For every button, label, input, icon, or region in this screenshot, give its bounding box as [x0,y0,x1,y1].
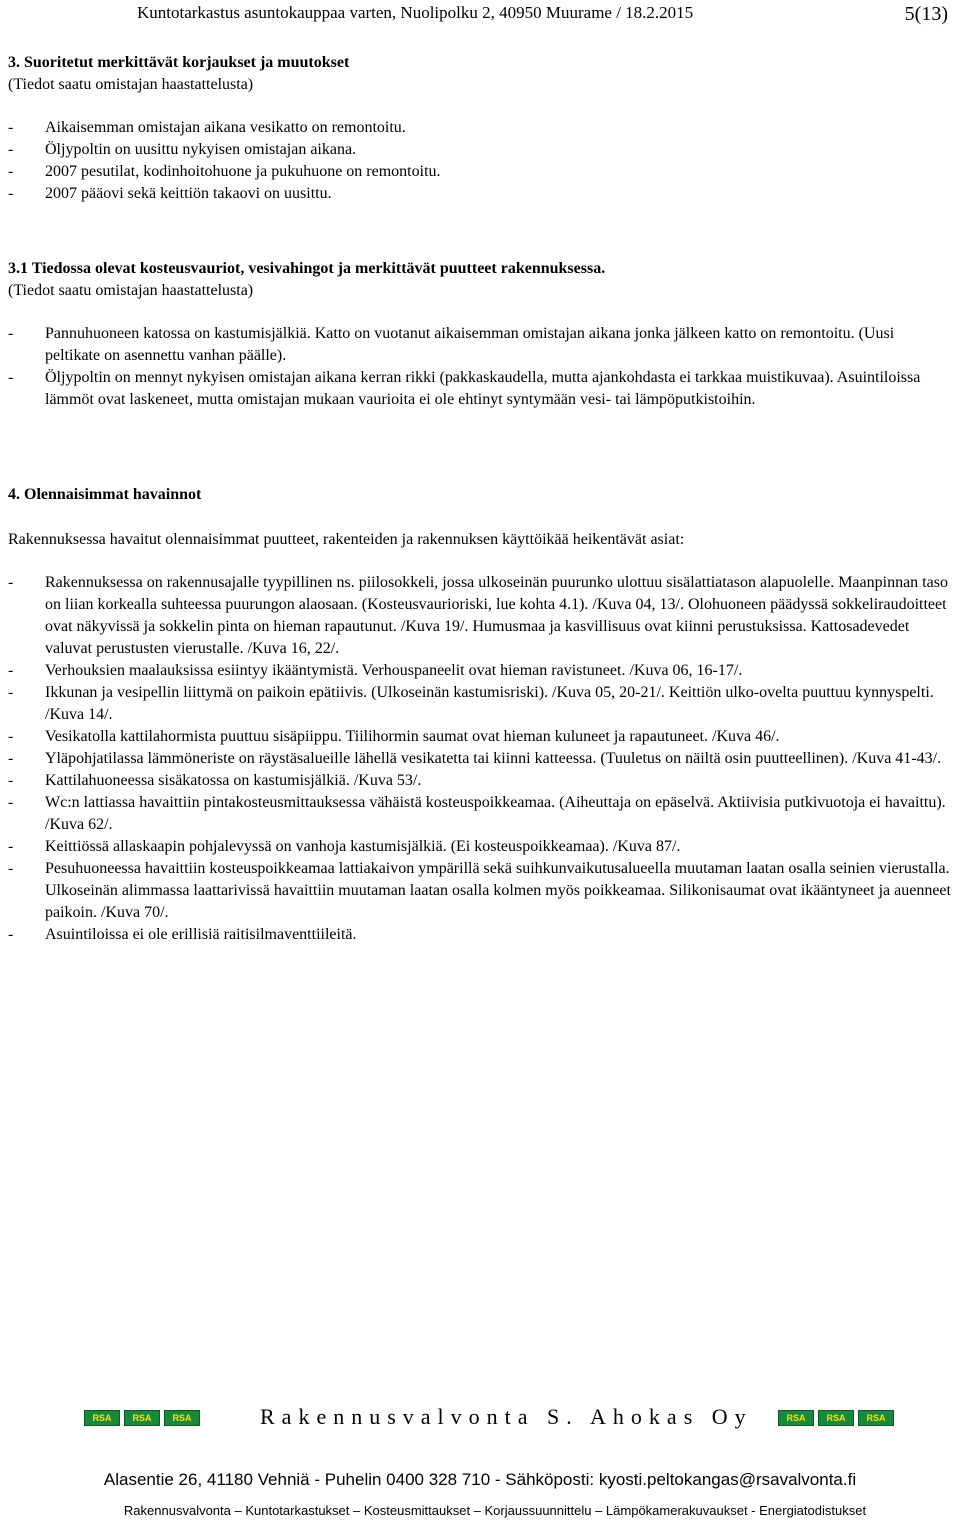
list-item: - Öljypoltin on uusittu nykyisen omistajan aikana. [8,141,357,158]
rsa-logo: RSA [124,1410,160,1426]
rsa-logo: RSA [818,1410,854,1426]
section-source-note: (Tiedot saatu omistajan haastattelusta) [8,76,254,93]
section-heading: 3. Suoritetut merkittävät korjaukset ja muutokset [8,54,350,71]
findings-list [8,572,952,946]
list-item: - Verhouksien maalauksissa esiintyy ikääntymistä. Verhouspaneelit ovat hieman ravistuneet. /Kuva 06, 16-17/. [8,662,743,679]
list-item: - Rakennuksessa on rakennusajalle tyypillinen ns. piilosokkeli, jossa ulkoseinän puurunko ulottuu sisälattiatason alapuolelle. Maanpinnan taso on liian korkealla suhteessa puurungon alaosaan. (Kosteusvaurioriski, lue kohta 4.1). /Kuva 04, 13/. Olohuoneen päädyssä sokkeliraudoitteet ovat näkyvissä ja sokkelin pinta on hieman rapautunut. /Kuva 19/. Humusmaa ja kasvillisuus ovat kiinni perustuksissa. Kattosadevedet valuvat perustusten vierustalle. /Kuva 16, 22/. [8,574,948,657]
section-known-damages [8,258,952,411]
footer-contact: Alasentie 26, 41180 Vehniä - Puhelin 0400 328 710 - Sähköposti: kyosti.peltokangas@rsavalvonta.fi [103,1470,857,1489]
company-logo-left [84,1410,200,1426]
list-item: - Pesuhuoneessa havaittiin kosteuspoikkeamaa lattiakaivon ympärillä sekä suihkunvaikutusalueella muutaman laatan osalla seinien vierustalla. Ulkoseinän alimmassa laattarivissä havaittiin muutaman laatan osalla kolmen myös poikkeamaa. Silikonisaumat ovat ikääntyneet ja auenneet paikoin. /Kuva 70/. [8,860,951,921]
section-repairs [8,52,952,205]
section-source-note: (Tiedot saatu omistajan haastattelusta) [8,282,254,299]
list-item: - Aikaisemman omistajan aikana vesikatto on remontoitu. [8,119,406,136]
list-item: - Wc:n lattiassa havaittiin pintakosteusmittauksessa vähäistä kosteuspoikkeamaa. (Aiheuttaja on epäselvä. Aktiivisia putkivuotoja ei havaittu). /Kuva 62/. [8,794,946,833]
list-item: - 2007 pääovi sekä keittiön takaovi on uusittu. [8,185,332,202]
list-item: - Yläpohjatilassa lämmöneriste on räystäsalueille lähellä vesikatetta tai kiinni katteessa. (Tuuletus on näiltä osin puutteellinen). /Kuva 41-43/. [8,750,942,767]
list-item: - Vesikatolla kattilahormista puuttuu sisäpiippu. Tiilihormin saumat ovat hieman kuluneet ja rapautuneet. /Kuva 46/. [8,728,780,745]
rsa-logo: RSA [164,1410,200,1426]
list-item: - Öljypoltin on mennyt nykyisen omistajan aikana kerran rikki (pakkaskaudella, mutta ajankohdasta ei tarkkaa muistikuvaa). Asuintiloissa lämmöt ovat laskeneet, mutta omistajan mukaan vaurioita ei ole ehtinyt syntymään vesi- tai lämpöputkistoihin. [8,369,921,408]
rsa-logo: RSA [778,1410,814,1426]
list-item: - Asuintiloissa ei ole erillisiä raitisilmaventtiileitä. [8,926,357,943]
footer-company-bar [84,1404,950,1436]
section-key-findings [8,484,952,946]
section-heading: 4. Olennaisimmat havainnot [8,486,202,503]
damages-list [8,323,952,411]
list-item: - Ikkunan ja vesipellin liittymä on paikoin epätiivis. (Ulkoseinän kastumisriski). /Kuva 05, 20-21/. Keittiön ulko-ovelta puuttuu kynnyspelti. /Kuva 14/. [8,684,934,723]
rsa-logo: RSA [858,1410,894,1426]
list-item: - Kattilahuoneessa sisäkatossa on kastumisjälkiä. /Kuva 53/. [8,772,422,789]
footer-services: Rakennusvalvonta – Kuntotarkastukset – Kosteusmittaukset – Korjaussuunnittelu – Lämpökamerakuvaukset - Energiatodistukset [123,1503,867,1518]
list-item: - Pannuhuoneen katossa on kastumisjälkiä. Katto on vuotanut aikaisemman omistajan aikana jonka jälkeen katto on remontoitu. (Uusi peltikate on asennettu vanhan päälle). [8,325,895,364]
company-name: Rakennusvalvonta S. Ahokas Oy [260,1404,753,1429]
header-title: Kuntotarkastus asuntokauppaa varten, Nuolipolku 2, 40950 Muurame / 18.2.2015 [137,3,694,22]
repairs-list [8,117,952,205]
section-intro: Rakennuksessa havaitut olennaisimmat puutteet, rakenteiden ja rakennuksen käyttöikää heikentävät asiat: [8,531,685,548]
rsa-logo: RSA [84,1410,120,1426]
page-number: 5(13) [904,3,948,25]
list-item: - 2007 pesutilat, kodinhoitohuone ja pukuhuone on remontoitu. [8,163,441,180]
list-item: - Keittiössä allaskaapin pohjalevyssä on vanhoja kastumisjälkiä. (Ei kosteuspoikkeamaa). /Kuva 87/. [8,838,681,855]
section-heading: 3.1 Tiedossa olevat kosteusvauriot, vesivahingot ja merkittävät puutteet rakennuksessa. [8,260,606,277]
company-logo-right [778,1410,894,1426]
